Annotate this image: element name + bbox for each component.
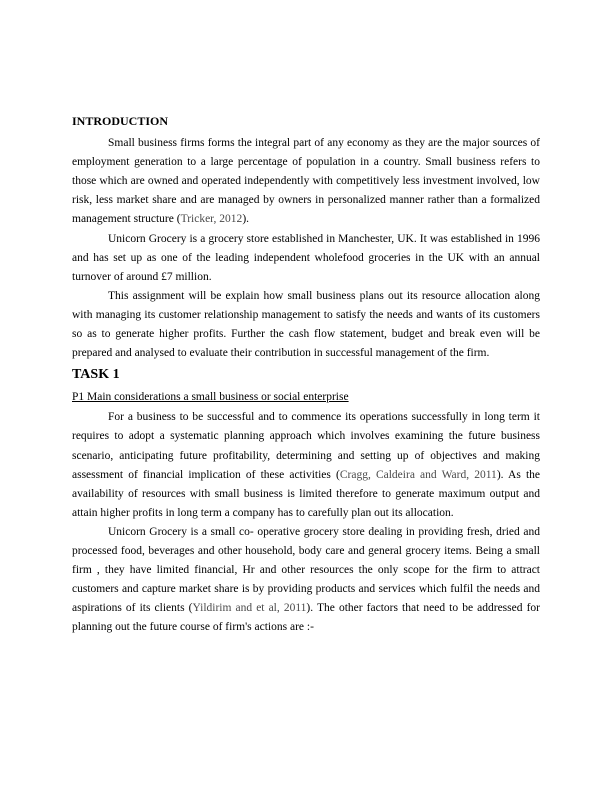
citation: Tricker, 2012: [180, 213, 243, 226]
task-heading: TASK 1: [72, 367, 120, 383]
paragraph-text: ). As the availability of resources with small business is limited therefore to generate maximum output and attain higher profits in long term a company has to carefully plan out its allocation.: [72, 468, 540, 519]
introduction-heading: INTRODUCTION: [72, 114, 169, 128]
citation: Cragg, Caldeira and Ward, 2011: [339, 468, 497, 481]
paragraph-text: ). The other factors that need to be addressed for planning out the future course of firm's actions are :-: [72, 602, 540, 634]
intro-paragraph-2: Unicorn Grocery is a grocery store established in Manchester, UK. It was established in 1996 and has set up as one of the leading independent wholefood groceries in the UK with an annual turnover of around £7 million.: [72, 232, 540, 283]
task-subheading: P1 Main considerations a small business or social enterprise: [72, 391, 349, 404]
paragraph-text: For a business to be successful and to commence its operations successfully in long term it requires to adopt a systematic planning approach which involves examining the future business scenario, anticipating future profitability, determining and setting up of objectives and making assessment of financial implication of these activities (: [72, 411, 540, 481]
paragraph-text: Small business firms forms the integral part of any economy as they are the major sources of employment generation to a large percentage of population in a country. Small business refers to those which are owned and operated independently with competitively less investment involved, low risk, less market share and are managed by owners in personalized manner rather than a formalized management structure (: [72, 137, 540, 226]
intro-paragraph-1: [72, 134, 540, 229]
paragraph-text: Unicorn Grocery is a small co- operative grocery store dealing in providing fresh, dried and processed food, beverages and other household, body care and general grocery items. Being a small firm , they have limited financial, Hr and other resources the only scope for the firm to attract customers and capture market share is by providing products and services which fulfil the needs and aspirations of its clients (: [72, 525, 540, 615]
task-paragraph-2: [72, 523, 540, 638]
task-paragraph-1: [72, 408, 540, 523]
intro-paragraph-3: This assignment will be explain how small business plans out its resource allocation along with managing its customer relationship management to satisfy the needs and wants of its customers so as to generate higher profits. Further the cash flow statement, budget and break even will be prepared and analysed to evaluate their contribution in successful management of the firm.: [72, 289, 540, 360]
citation: Yildirim and et al, 2011: [192, 602, 307, 615]
document-body: [72, 112, 540, 637]
paragraph-text: ).: [242, 213, 250, 226]
